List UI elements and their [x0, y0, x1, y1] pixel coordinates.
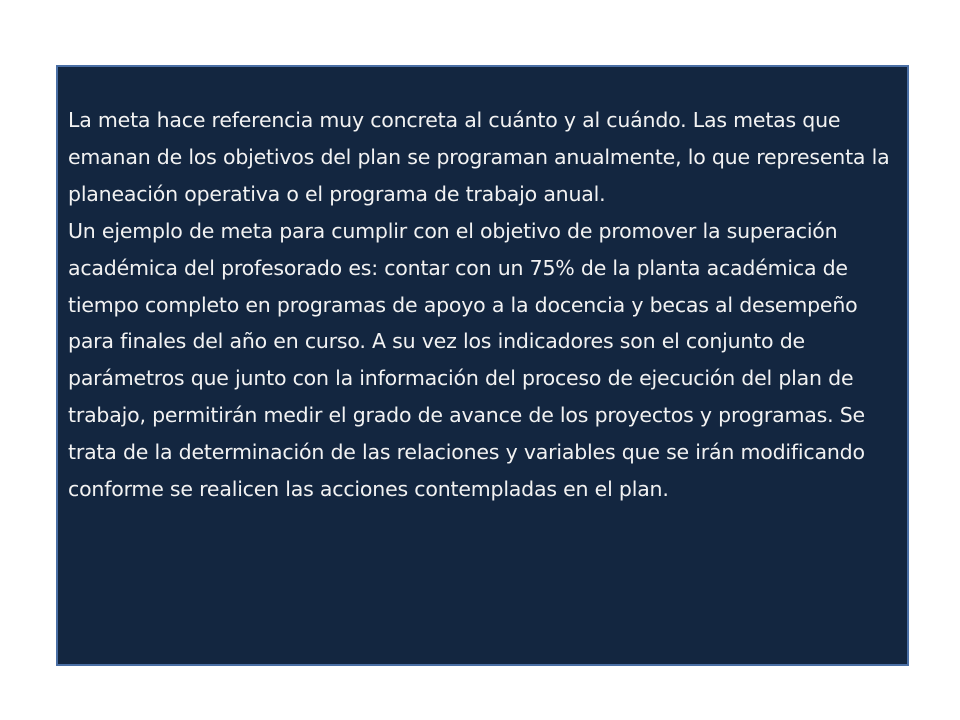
- paragraph-meta-definition: La meta hace referencia muy concreta al cuánto y al cuándo. Las metas que emanan de los objetivos del plan se programan anualmente, lo que representa la planeación operativa o el programa de trabajo anual.: [68, 108, 890, 206]
- slide-text-box: [56, 65, 909, 666]
- paragraph-meta-example: Un ejemplo de meta para cumplir con el objetivo de promover la superación académica del profesorado es: contar con un 75% de la planta académica de tiempo completo en programas de apoyo a la docencia y becas al desempeño para finales del año en curso. A su vez los indicadores son el conjunto de parámetros que junto con la información del proceso de ejecución del plan de trabajo, permitirán medir el grado de avance de los proyectos y programas. Se trata de la determinación de las relaciones y variables que se irán modificando conforme se realicen las acciones contempladas en el plan.: [68, 218, 865, 502]
- slide-body-text: [68, 102, 903, 508]
